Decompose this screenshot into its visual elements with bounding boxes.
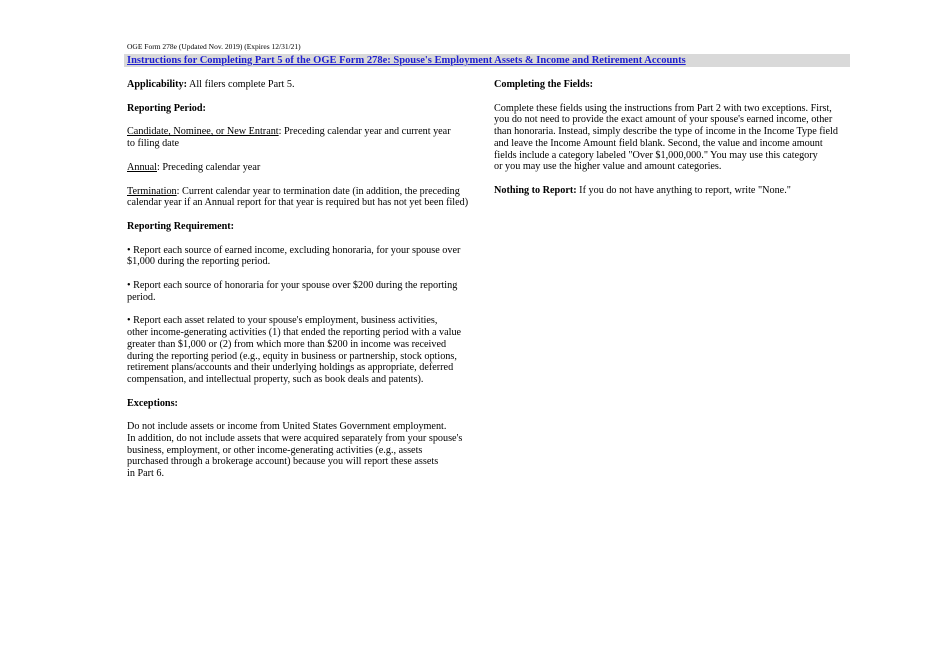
- exceptions-paragraph: [127, 421, 477, 480]
- reporting-requirement-heading: Reporting Requirement:: [127, 220, 235, 232]
- completing-line: fields include a category labeled "Over $1,000,000." You may use this category: [494, 149, 818, 161]
- applicability-text: All filers complete Part 5.: [187, 79, 295, 90]
- annual-text: : Preceding calendar year: [157, 161, 261, 173]
- requirement-bullet-line: period.: [127, 291, 156, 303]
- reporting-period-heading: Reporting Period:: [127, 102, 206, 114]
- candidate-text-line-1: : Preceding calendar year and current year: [278, 126, 451, 138]
- exceptions-line: In addition, do not include assets that were acquired separately from your spouse's: [127, 433, 463, 445]
- requirement-bullet: [127, 280, 477, 303]
- applicability-label: Applicability:: [127, 79, 188, 90]
- left-column: [127, 79, 477, 480]
- exceptions-heading: Exceptions:: [127, 397, 178, 409]
- completing-line: than honoraria. Instead, simply describe the type of income in the Income Type field: [494, 126, 838, 138]
- requirement-bullet: [127, 315, 477, 385]
- termination-text-line-1: : Current calendar year to termination date (in addition, the preceding: [176, 185, 460, 197]
- completing-line: you do not need to provide the exact amount of your spouse's earned income, other: [494, 114, 833, 126]
- exceptions-line: Do not include assets or income from United States Government employment.: [127, 421, 447, 433]
- annual-period-paragraph: [127, 162, 477, 174]
- completing-line: Complete these fields using the instructions from Part 2 with two exceptions. First,: [494, 102, 832, 114]
- applicability-paragraph: [127, 79, 477, 91]
- candidate-period-paragraph: [127, 126, 477, 149]
- requirement-bullet-line: • Report each source of honoraria for your spouse over $200 during the reporting: [127, 280, 458, 292]
- requirement-bullet-line: other income-generating activities (1) that ended the reporting period with a value: [127, 327, 462, 339]
- instructions-title-link[interactable]: Instructions for Completing Part 5 of the OGE Form 278e: Spouse's Employment Assets & Income and Retirement Accounts: [127, 55, 686, 66]
- exceptions-line: purchased through a brokerage account) because you will report these assets: [127, 456, 439, 468]
- requirement-bullet-line: greater than $1,000 or (2) from which more than $200 in income was received: [127, 338, 447, 350]
- nothing-to-report-paragraph: [494, 185, 844, 197]
- right-column: [494, 79, 844, 197]
- title-bar: [124, 54, 850, 67]
- form-identifier: OGE Form 278e (Updated Nov. 2019) (Expires 12/31/21): [127, 42, 301, 51]
- exceptions-line: in Part 6.: [127, 468, 165, 480]
- nothing-to-report-text: If you do not have anything to report, write "None.": [576, 184, 791, 196]
- nothing-to-report-label: Nothing to Report:: [494, 184, 577, 196]
- completing-line: and leave the Income Amount field blank. Second, the value and income amount: [494, 137, 823, 149]
- completing-fields-heading: Completing the Fields:: [494, 79, 594, 90]
- completing-line: or you may use the higher value and amount categories.: [494, 161, 722, 173]
- completing-fields-paragraph: [494, 103, 844, 173]
- termination-term: Termination: [127, 185, 177, 197]
- requirement-bullet-line: retirement plans/accounts and their underlying holdings as appropriate, deferred: [127, 362, 454, 374]
- candidate-term: Candidate, Nominee, or New Entrant: [127, 126, 279, 138]
- requirement-bullet-line: $1,000 during the reporting period.: [127, 256, 271, 268]
- requirement-bullet-line: during the reporting period (e.g., equity in business or partnership, stock options,: [127, 350, 457, 362]
- exceptions-line: business, employment, or other income-generating activities (e.g., assets: [127, 444, 423, 456]
- requirement-bullet-line: compensation, and intellectual property, such as book deals and patents).: [127, 373, 424, 385]
- termination-period-paragraph: [127, 186, 477, 209]
- requirement-bullet: [127, 245, 477, 268]
- termination-text-line-2: calendar year if an Annual report for that year is required but has not yet been filed): [127, 197, 469, 209]
- requirement-bullet-line: • Report each asset related to your spouse's employment, business activities,: [127, 315, 438, 327]
- requirement-bullet-line: • Report each source of earned income, excluding honoraria, for your spouse over: [127, 244, 461, 256]
- annual-term: Annual: [127, 161, 157, 173]
- candidate-text-line-2: to filing date: [127, 138, 180, 150]
